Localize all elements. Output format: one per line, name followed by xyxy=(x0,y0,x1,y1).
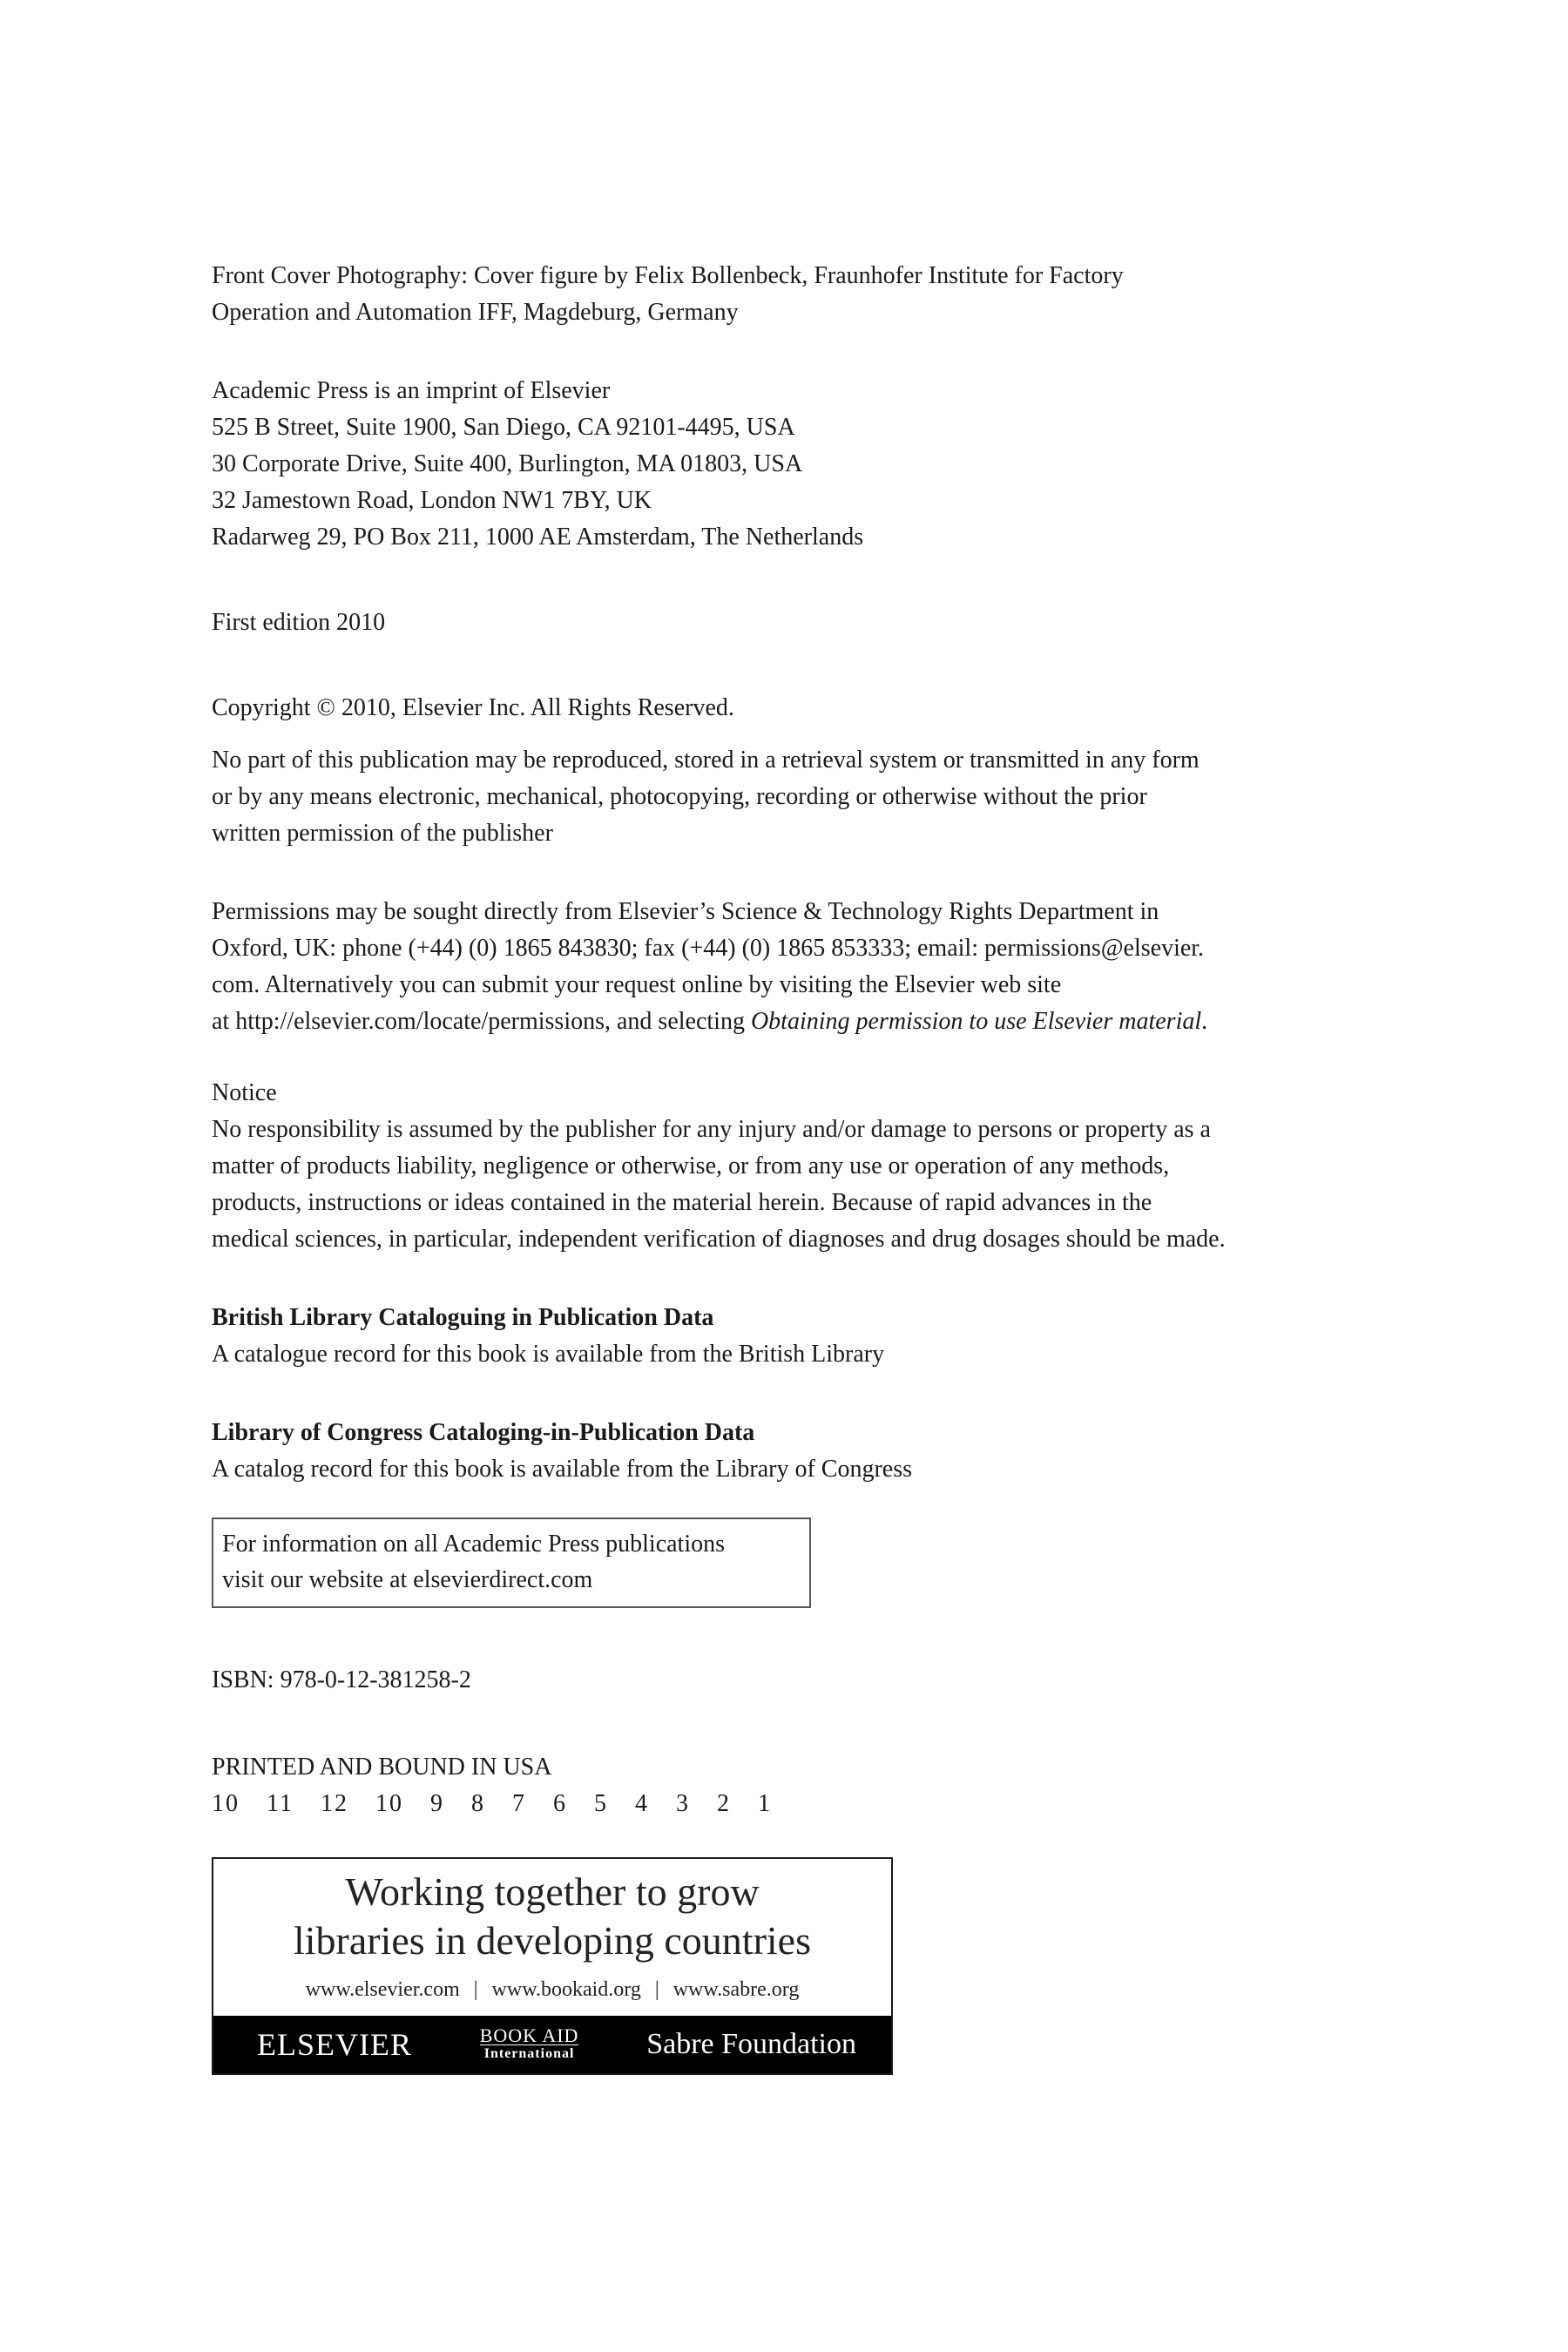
printed-label: PRINTED AND BOUND IN USA xyxy=(212,1754,552,1781)
elsevier-link[interactable]: www.elsevier.com xyxy=(305,1978,460,2001)
british-library-section xyxy=(212,1300,1301,1373)
loc-section xyxy=(212,1415,1301,1488)
rights-line: or by any means electronic, mechanical, photocopying, recording or otherwise without the prior xyxy=(212,783,1147,810)
address-line: 525 B Street, Suite 1900, San Diego, CA 92101-4495, USA xyxy=(212,414,795,441)
copyright-page xyxy=(212,258,1301,2075)
british-library-heading: British Library Cataloguing in Publication Data xyxy=(212,1304,714,1331)
banner-headline xyxy=(213,1859,891,1965)
address-line: Radarweg 29, PO Box 211, 1000 AE Amsterdam, The Netherlands xyxy=(212,524,864,551)
loc-text: A catalog record for this book is available from the Library of Congress xyxy=(212,1456,912,1483)
info-box-line: For information on all Academic Press publications xyxy=(222,1531,726,1558)
imprint-statement: Academic Press is an imprint of Elsevier xyxy=(212,377,611,404)
sabre-link[interactable]: www.sabre.org xyxy=(672,1978,800,2001)
permissions-line: com. Alternatively you can submit your request online by visiting the Elsevier web site xyxy=(212,971,1062,998)
publisher-info xyxy=(212,373,1301,556)
rights-line: No part of this publication may be reproduced, stored in a retrieval system or transmitted in any form xyxy=(212,747,1200,774)
permissions-line xyxy=(212,1004,1301,1040)
bookaid-logo xyxy=(479,2024,579,2063)
link-separator: | xyxy=(473,1978,478,2001)
permissions-period: . xyxy=(1201,1008,1208,1035)
permissions-line: Oxford, UK: phone (+44) (0) 1865 843830; fax (+44) (0) 1865 853333; email: permissions@elsevier. xyxy=(212,935,1205,962)
cover-credit xyxy=(212,258,1301,331)
notice-line: medical sciences, in particular, independent verification of diagnoses and drug dosages should be made. xyxy=(212,1226,1226,1253)
address-line: 30 Corporate Drive, Suite 400, Burlington, MA 01803, USA xyxy=(212,450,803,477)
notice-line: products, instructions or ideas contained in the material herein. Because of rapid advances in the xyxy=(212,1189,1152,1216)
cover-credit-line: Front Cover Photography: Cover figure by Felix Bollenbeck, Fraunhofer Institute for Factory xyxy=(212,262,1124,289)
isbn: ISBN: 978-0-12-381258-2 xyxy=(212,1666,471,1693)
notice-line: matter of products liability, negligence or otherwise, or from any use or operation of any methods, xyxy=(212,1152,1170,1179)
link-separator: | xyxy=(654,1978,659,2001)
permissions-url-text: at http://elsevier.com/locate/permissions, and selecting xyxy=(212,1008,751,1035)
notice-section xyxy=(212,1075,1301,1258)
printing-numbers: 10 11 12 10 9 8 7 6 5 4 3 2 1 xyxy=(212,1790,772,1817)
info-box-line: visit our website at elsevierdirect.com xyxy=(222,1566,593,1593)
rights-line: written permission of the publisher xyxy=(212,820,553,847)
banner-links xyxy=(213,1965,891,2016)
bookaid-logo-top: BOOK AID xyxy=(479,2024,579,2046)
copyright-statement: Copyright © 2010, Elsevier Inc. All Rights Reserved. xyxy=(212,694,734,721)
permissions-italic-text: Obtaining permission to use Elsevier material xyxy=(750,1008,1202,1035)
elsevier-logo: ELSEVIER xyxy=(257,2027,412,2062)
book-aid-banner xyxy=(212,1857,893,2075)
banner-headline-line: Working together to grow xyxy=(345,1869,760,1914)
banner-headline-line: libraries in developing countries xyxy=(293,1918,811,1963)
permissions-statement xyxy=(212,894,1301,1040)
notice-heading: Notice xyxy=(212,1079,277,1106)
banner-brand-bar xyxy=(213,2016,891,2073)
cover-credit-line: Operation and Automation IFF, Magdeburg, Germany xyxy=(212,299,739,326)
bookaid-logo-bottom: International xyxy=(483,2045,575,2061)
british-library-text: A catalogue record for this book is available from the British Library xyxy=(212,1341,885,1368)
info-box xyxy=(212,1517,811,1608)
address-line: 32 Jamestown Road, London NW1 7BY, UK xyxy=(212,487,652,514)
sabre-foundation-logo: Sabre Foundation xyxy=(646,2028,856,2060)
permissions-line: Permissions may be sought directly from Elsevier’s Science & Technology Rights Department in xyxy=(212,898,1159,925)
rights-statement xyxy=(212,742,1301,852)
edition-statement: First edition 2010 xyxy=(212,609,386,636)
notice-line: No responsibility is assumed by the publisher for any injury and/or damage to persons or property as a xyxy=(212,1116,1211,1143)
printing-info xyxy=(212,1749,1301,1822)
bookaid-link[interactable]: www.bookaid.org xyxy=(491,1978,641,2001)
loc-heading: Library of Congress Cataloging-in-Publication Data xyxy=(212,1419,755,1446)
